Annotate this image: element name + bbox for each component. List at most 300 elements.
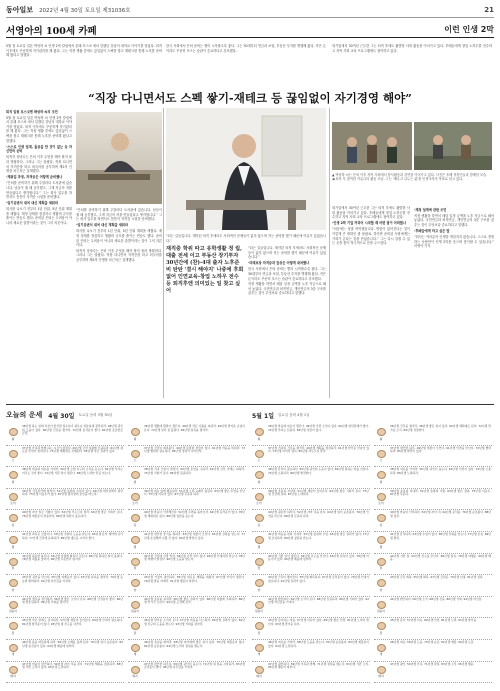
- mid-paragraph-2: 한국 사회에서 은퇴 준비는 빨리 시작할수록 좋다. 그는 30대부터 연금과 보험, 부동산 투자를 병행해 왔다. 작은 돈이라도 꾸준히 모으는 습관이 중요하다고 강조했다.: [248, 267, 326, 281]
- fortune-text: 46년생 욕심을 버려라. 58년생 자녀에게 좋은 일이 있다. 70년생 재물운이 있다. 82년생 순조롭다. 94년생 노력이 결실을 맺는다.: [144, 639, 245, 648]
- zodiac-animal-icon: [377, 450, 386, 458]
- zodiac-animal-icon: [377, 558, 386, 566]
- zodiac-name: 말: [11, 566, 15, 571]
- fortune-text: 37년생 편안한 하루. 49년생 재물이 모인다. 61년생 인연을 만난다. 73년생 협력하라. 85년생 발전이 있다.: [390, 445, 491, 454]
- zodiac-icon: [252, 510, 266, 531]
- zodiac-name: 양: [379, 587, 383, 592]
- fortune-row: [128, 467, 246, 489]
- zodiac-icon: [128, 597, 142, 618]
- fortune-row: [128, 640, 246, 662]
- fortune-row: [6, 640, 124, 662]
- zodiac-animal-icon: [131, 428, 140, 436]
- fortune-text: 41년생 마음을 편히 가져라. 53년생 뜻밖의 수입. 65년생 좋은 결과가 있다. 77년생 조심하라. 89년생 칭찬을 받는다.: [268, 531, 369, 540]
- fortune-row: [374, 597, 492, 619]
- zodiac-name: 뱀: [379, 544, 383, 549]
- zodiac-animal-icon: [9, 428, 18, 436]
- fortune-text: 36년생 마음에 여유가 생긴다. 48년생 기쁜 소식이 있다. 60년생 대인관계가 좋다. 72년생 투자는 신중히. 84년생 성장이 있다.: [268, 424, 369, 432]
- photo-credit-line: [166, 234, 326, 244]
- zodiac-animal-icon: [9, 622, 18, 630]
- zodiac-icon: [128, 575, 142, 596]
- right-question-1: -인생 2막 기업 커리어 시작할 때 어떤 점이 어려웠나: [332, 221, 406, 226]
- intro-text-block-3: [332, 44, 492, 82]
- column-divider: [329, 108, 330, 398]
- zodiac-animal-icon: [377, 493, 386, 501]
- right-article-column-2: [414, 206, 494, 398]
- newspaper-logo: 동아일보: [6, 5, 34, 14]
- fortune-text: 38년생 마음의 여유를 가져라. 50년생 오랜 친구의 소식을 듣는다. 62년생 투자는 미루는 것이 좋다. 74년생 기쁜 일이 생긴다. 86년생 노력한 만큼 얻는다.: [22, 467, 123, 475]
- page-number: 21: [484, 6, 494, 14]
- zodiac-animal-icon: [9, 579, 18, 587]
- activity-photo-1: [332, 122, 412, 170]
- zodiac-name: 개: [257, 652, 261, 657]
- zodiac-icon: [128, 424, 142, 445]
- fortune-row: [128, 597, 246, 619]
- fortune-text: 42년생 건강에 신경 써라. 54년생 기쁜 일이 있다. 66년생 인내하면 얻는다. 78년생 여행이 즐겁다. 90년생 도움을 받는다.: [144, 553, 245, 562]
- right-question-2: -재정 설계에 관한 조언: [414, 207, 447, 212]
- zodiac-icon: [374, 532, 388, 553]
- zodiac-icon: [252, 554, 266, 575]
- fortune-text: 40년생 자녀 일로 기쁨이 있다. 52년생 서두르지 말라. 64년생 좋은 기회가 온다. 76년생 재물운이 상승한다. 88년생 실천이 중요하다.: [22, 510, 123, 518]
- fortune-column-3: [252, 424, 370, 686]
- zodiac-name: 돼지: [132, 674, 138, 679]
- zodiac-name: 닭: [257, 630, 261, 635]
- zodiac-icon: [6, 489, 20, 510]
- fortune-row: [252, 640, 370, 662]
- zodiac-animal-icon: [255, 493, 264, 501]
- fortune-text: 47년생 평안. 59년생 가족. 71년생 결실. 83년생 소식. 95년생 행운.: [390, 661, 475, 666]
- fortune-title: 오늘의 운세: [6, 410, 43, 419]
- zodiac-animal-icon: [377, 644, 386, 652]
- person-at-desk-illustration: [76, 112, 162, 204]
- zodiac-name: 돼지: [378, 674, 384, 679]
- zodiac-name: 용: [133, 522, 137, 527]
- zodiac-animal-icon: [255, 471, 264, 479]
- zodiac-animal-icon: [9, 601, 18, 609]
- zodiac-name: 말: [379, 566, 383, 571]
- fortune-row: [128, 510, 246, 532]
- zodiac-icon: [374, 489, 388, 510]
- zodiac-icon: [128, 640, 142, 661]
- zodiac-name: 양: [257, 587, 261, 592]
- intro-paragraph-2: 한국 사회에서 은퇴 준비는 빨리 시작할수록 좋다. 그는 30대부터 연금과 보험, 부동산 투자를 병행해 왔다. 작은 돈이라도 꾸준히 모으는 습관이 중요하다고 강조했다.: [166, 44, 326, 53]
- zodiac-name: 소: [257, 458, 261, 463]
- fortune-column-4: [374, 424, 492, 686]
- fortune-text: 46년생 여유. 58년생 도움. 70년생 순조. 82년생 재물. 94년생 도전.: [390, 639, 475, 644]
- zodiac-animal-icon: [131, 666, 140, 674]
- zodiac-icon: [374, 424, 388, 445]
- fortune-row: [6, 662, 124, 684]
- zodiac-animal-icon: [131, 579, 140, 587]
- zodiac-icon: [374, 446, 388, 467]
- zodiac-animal-icon: [255, 601, 264, 609]
- zodiac-icon: [6, 597, 20, 618]
- fortune-row: [6, 489, 124, 511]
- masthead-rule: [6, 17, 494, 18]
- zodiac-name: 원숭이: [376, 609, 386, 614]
- zodiac-animal-icon: [255, 579, 264, 587]
- zodiac-name: 개: [379, 652, 383, 657]
- zodiac-icon: [128, 446, 142, 467]
- fortune-row: [128, 554, 246, 576]
- zodiac-name: 범: [11, 479, 15, 484]
- zodiac-icon: [128, 510, 142, 531]
- fortune-row: [128, 532, 246, 554]
- fortune-row: [6, 554, 124, 576]
- fortune-text: 40년생 마음이 넉넉해진다. 52년생 주변을 돌아보라. 64년생 문서운이 있다. 76년생 계획대로 된다. 88년생 칭찬을 듣는다.: [144, 510, 245, 518]
- fortune-text: 39년생 조용히 지내라. 51년생 뜻밖의 기쁨. 63년생 좋은 결과. 75년생 이동수. 87년생 꾸준히.: [390, 488, 491, 497]
- fortune-text: 44년생 조용히 지내라. 56년생 좋은 결과가 있다. 68년생 지출에 주의하라. 80년생 인기가 오른다. 92년생 도전해 보라.: [144, 596, 245, 605]
- zodiac-animal-icon: [9, 536, 18, 544]
- zodiac-animal-icon: [377, 666, 386, 674]
- fortune-row: [252, 662, 370, 684]
- fortune-row: [128, 662, 246, 684]
- zodiac-icon: [6, 532, 20, 553]
- zodiac-icon: [252, 640, 266, 661]
- intro-text-block: [6, 44, 162, 82]
- zodiac-name: 범: [133, 479, 137, 484]
- zodiac-animal-icon: [9, 514, 18, 522]
- zodiac-icon: [252, 597, 266, 618]
- zodiac-name: 용: [11, 522, 15, 527]
- fortune-text: 36년생 생활에 활력이 생긴다. 48년생 작은 다툼을 피하라. 60년생 반가운 손님이 온다. 72년생 일이 잘 풀린다. 84년생 실속을 챙겨라.: [144, 424, 245, 432]
- zodiac-animal-icon: [9, 493, 18, 501]
- intro-text-block-2: [166, 44, 326, 82]
- zodiac-name: 용: [257, 522, 261, 527]
- zodiac-icon: [252, 575, 266, 596]
- fortune-row: [6, 446, 124, 468]
- caption-1: ▲ 박성하 씨는 은퇴 이후 지역 사회에서 봉사활동과 강연을 이어가고 있다. 사진은 후배 직장인들과 함께한 모습.: [332, 173, 488, 177]
- fortune-text: 39년생 건강관리에 힘써라. 51년생 뜻밖의 수입이 있다. 63년생 대인관계가 원만하다. 75년생 이동수가 있다. 87년생 윗사람의 조언을 따르라.: [22, 488, 123, 497]
- right-paragraph-3: 직장 생활을 하면서 매달 일정 금액을 노후 자금으로 떼어 놓았다. 국민연금과 퇴직연금, 개인연금의 3층 구조를 갖추는 것이 무엇보다 중요하다고 말했다.: [414, 213, 494, 227]
- zodiac-name: 쥐: [11, 436, 15, 441]
- zodiac-icon: [6, 640, 20, 661]
- fortune-text: 42년생 기쁜 일. 54년생 친구를 만난다. 66년생 실속. 78년생 여행운. 90년생 배움.: [390, 553, 491, 562]
- zodiac-icon: [128, 467, 142, 488]
- fortune-row: [252, 489, 370, 511]
- zodiac-animal-icon: [255, 622, 264, 630]
- fortune-row: [6, 575, 124, 597]
- fortune-date-1: 4월 30일: [48, 412, 75, 420]
- fortune-date-1-sub: 토요일 음력 3월 30일: [78, 412, 113, 417]
- section-topic: 이런 인생 2막: [444, 25, 494, 34]
- zodiac-animal-icon: [9, 644, 18, 652]
- zodiac-animal-icon: [255, 450, 264, 458]
- zodiac-name: 소: [11, 458, 15, 463]
- zodiac-icon: [252, 662, 266, 683]
- fortune-text: 39년생 조용히 지내라. 51년생 재물이 들어온다. 63년생 좋은 기회가 온다. 75년생 건강에 유의. 87년생 노력하라.: [268, 488, 369, 497]
- fortune-text: 38년생 여유를 가져라. 50년생 귀인이 돕는다. 62년생 이익이 있다. 74년생 소통하라. 86년생 노력하라.: [390, 467, 491, 475]
- left-mid-paragraph-1: “은퇴를 준비하기 위해 주말마다 도서관에 갔습니다. 남들이 쉴 때 공부했고, 그게 지금의 저를 만들었다고 생각합니다.” 그는 회사 업무를 하면서도 틈틈이 자격증 시험을 준비했다.: [76, 208, 162, 222]
- fortune-text: 46년생 몸을 따뜻하게 하라. 58년생 오해를 풀게 된다. 70년생 일이 순조롭다. 82년생 승진운이 있다. 94년생 배움에 힘써라.: [22, 639, 123, 648]
- fortune-row: [6, 510, 124, 532]
- right-paragraph-2: “처음에는 정말 막막했습니다. 명함이 없어진다는 것이 이렇게 큰 변화인 줄 몰랐죠. 하지만 준비된 사람에게는 기회가 온다는 것을 믿었습니다.” 그는 다시 일할 수 있는 곳을 찾아 적극적으로 문을 두드렸다.: [332, 227, 410, 246]
- fortune-row: [374, 489, 492, 511]
- community-activity-illustration: [414, 122, 492, 170]
- zodiac-animal-icon: [9, 558, 18, 566]
- fortune-text: 37년생 가족의 건강을 챙겨라. 49년생 계획을 점검하라. 61년생 반가운 만남이 있다. 73년생 이익이 있다. 85년생 서두르지 말라.: [268, 445, 369, 454]
- fortune-text: 45년생 반가운 소식이 온다. 57년생 마음을 다스려라. 69년생 성과가 있다. 81년생 친구의 도움을 받는다. 93년생 기회를 잡아라.: [144, 618, 245, 626]
- fortune-row: [374, 424, 492, 446]
- right-paragraph-4: “회사는 여러분의 인생을 책임지지 않습니다. 스스로 경영하는 사람만이 인생 2막을 웃으며 맞이할 수 있습니다.” 서영아 기자: [414, 234, 494, 249]
- zodiac-icon: [374, 510, 388, 531]
- fortune-row: [252, 424, 370, 446]
- zodiac-icon: [6, 510, 20, 531]
- zodiac-icon: [252, 618, 266, 639]
- zodiac-name: 닭: [11, 630, 15, 635]
- fortune-text: 44년생 편안하다. 56년생 소식이 온다. 68년생 신중하라. 80년생 기회가 있다. 92년생 자신감을 가져라.: [268, 596, 369, 605]
- mid-paragraph-short: “되는 길들입니다. 계약된 퇴직 후에라도 사회적인 문제들이 없지 않으며 저는 준비를 했기 때문에 여유가 있었습니다.”: [166, 234, 326, 243]
- mid-paragraph-3: 직장 생활을 하면서 매달 일정 금액을 노후 자금으로 떼어 놓았다. 국민연금과 퇴직연금, 개인연금의 3층 구조를 갖추는 것이 무엇보다 중요하다고 말했다.: [248, 282, 326, 296]
- left-question-1: -스스로 인생 설계, 돌공을 만 것이 없는 등 자신만의 준비: [6, 144, 72, 154]
- zodiac-animal-icon: [131, 536, 140, 544]
- zodiac-name: 뱀: [133, 544, 137, 549]
- zodiac-icon: [252, 467, 266, 488]
- fortune-row: [374, 467, 492, 489]
- zodiac-name: 닭: [379, 630, 383, 635]
- zodiac-animal-icon: [255, 428, 264, 436]
- dateline: 2022년 4월 30일 토요일 제31036호: [39, 8, 131, 14]
- zodiac-name: 토끼: [378, 501, 384, 506]
- zodiac-name: 범: [257, 479, 261, 484]
- fortune-row: [252, 446, 370, 468]
- right-question-3: -후배들에게 하고 싶은 말: [414, 228, 450, 233]
- zodiac-name: 범: [379, 479, 383, 484]
- fortune-text: 43년생 가정이 평안하다. 55년생 새로운 계획을 세워라. 67년생 이익이 생긴다. 79년생 말을 아껴라. 91년생 행운이 따른다.: [144, 575, 245, 583]
- fortune-row: [252, 575, 370, 597]
- fortune-text: 41년생 편안한 휴식을 취하라. 53년생 재물이 모인다. 65년생 신뢰를 얻는다. 77년생 조심해서 나쁠 것 없다. 89년생 발전이 있다.: [144, 531, 245, 540]
- zodiac-icon: [128, 662, 142, 683]
- masthead: [6, 4, 494, 16]
- zodiac-animal-icon: [9, 450, 18, 458]
- fortune-text: 40년생 평온한 하루다. 52년생 자녀 덕을 본다. 64년생 일이 순조롭다. 76년생 인연을 만난다. 88년생 꾸준히 하라.: [268, 510, 369, 518]
- left-paragraph-2: 퇴직자 상당수는 은퇴 이후 무엇을 해야 할지 몰라 방황한다. 그러나 그는 달랐다. 직장 다니면서 자격증을 따고 외국어를 공부하며 제2의 인생을 차근차근 설계했다.: [6, 155, 72, 174]
- zodiac-animal-icon: [255, 514, 264, 522]
- fortune-text: 38년생 휴식이 필요하다. 50년생 귀인의 도움이 있다. 62년생 원하는 바를 이룬다. 74년생 소통하라. 86년생 발전한다.: [268, 467, 369, 475]
- zodiac-icon: [6, 554, 20, 575]
- mid-question-1: -미래보장 자격증과 일상은 어떻게 대처했나: [248, 261, 310, 266]
- zodiac-animal-icon: [9, 666, 18, 674]
- fortune-row: [252, 467, 370, 489]
- zodiac-animal-icon: [131, 558, 140, 566]
- zodiac-animal-icon: [377, 579, 386, 587]
- intro-paragraph-3: 대기업에서 30여년 근무한 그는 퇴직 후에도 활발한 사회 활동을 이어가고 있다. 후배들에게 창업 노하우를 전수하고 지역 사회 교육 프로그램에도 참여하고 있다.: [332, 44, 492, 53]
- fortune-text: 47년생 평안하다. 59년생 가족과 함께. 71년생 결실을 맺는다. 83년생 기쁜 소식. 95년생 행운이 따른다.: [268, 661, 369, 670]
- zodiac-icon: [374, 618, 388, 639]
- zodiac-icon: [128, 532, 142, 553]
- left-paragraph-3: “은퇴를 준비하기 위해 주말마다 도서관에 갔습니다. 남들이 쉴 때 공부했고, 그게 지금의 저를 만들었다고 생각합니다.” 그는 회사 업무를 하면서도 틈틈이 자격증 시험을 준비했다.: [6, 181, 72, 200]
- fortune-text: 43년생 건강 회복. 55년생 화목. 67년생 금전운. 79년생 인내. 91년생 성과.: [390, 575, 484, 580]
- zodiac-animal-icon: [255, 666, 264, 674]
- zodiac-icon: [252, 532, 266, 553]
- main-portrait-photo: [166, 108, 326, 230]
- fortune-row: [374, 446, 492, 468]
- fortune-date-2: 5월 1일: [252, 412, 275, 420]
- fortune-text: 45년생 작은 일에도 감사하라. 57년생 재물이 들어온다. 69년생 인내가 필요하다. 81년생 합격운이 있다. 93년생 새 친구를 사귄다.: [22, 618, 123, 626]
- mid-article-column: [248, 246, 326, 398]
- fortune-row: [252, 554, 370, 576]
- zodiac-animal-icon: [255, 644, 264, 652]
- fortune-row: [6, 532, 124, 554]
- zodiac-icon: [252, 446, 266, 467]
- left-paragraph-1: 5월 첫 토요일 일본 박성하 씨 인생 2막 칼럼에서 본래 포스코 에서 일했던 강남의 대학교 이야기를 담았다. 퇴직 이후에도 꾸준하게 자기관리를 해 왔다. 그는 직장 생활 중에도 끊임없이 스펙을 쌓고 재테크를 통해 노후를 준비해 왔다고 말했다.: [6, 115, 72, 143]
- zodiac-animal-icon: [131, 471, 140, 479]
- zodiac-icon: [128, 554, 142, 575]
- fortune-row: [252, 597, 370, 619]
- zodiac-icon: [6, 575, 20, 596]
- fortune-text: 41년생 휴식하라. 53년생 수입이 있다. 65년생 신뢰를 얻는다. 77년생 조심. 89년생 발전.: [390, 531, 491, 540]
- left-article-column: [6, 108, 72, 398]
- fortune-text: 45년생 감사. 57년생 이득. 69년생 인연. 81년생 노력. 93년생 즐거움.: [390, 618, 477, 623]
- left-paragraph-4: 회사를 나오기 전부터 1년 단위, 5년 단위 계획을 세웠다. 재정 상태를 점검하고 생활비 규모를 줄이는 연습도 했다. 준비된 은퇴는 두려움이 아니라 새로운 출발이라는 것이 그의 지론이다.: [6, 207, 72, 226]
- fortune-text: 43년생 귀인을 만난다. 55년생 여행운이 있다. 67년생 실속을 챙겨라. 79년생 동료와 협력하라. 91년생 자신감을 가져라.: [22, 575, 123, 583]
- fortune-row: [128, 618, 246, 640]
- fortune-column-1: [6, 424, 124, 686]
- fortune-text: 36년생 하는 일에 욕심이 앞서면 실수하기 쉬우니 차분하게 정리하라. 48년생 귀인의 도움이 있다. 60년생 건강을 챙겨라. 72년생 문서운이 좋다. 84년생 조급함은 금물.: [22, 424, 123, 436]
- zodiac-name: 토끼: [132, 501, 138, 506]
- fortune-row: [374, 510, 492, 532]
- right-article-column-1: [332, 206, 410, 398]
- man-in-suit-portrait: [166, 108, 326, 230]
- fortune-row: [374, 662, 492, 684]
- photo-caption-right: [332, 173, 492, 203]
- zodiac-name: 돼지: [256, 674, 262, 679]
- zodiac-icon: [252, 424, 266, 445]
- zodiac-name: 토끼: [256, 501, 262, 506]
- fortune-row: [374, 618, 492, 640]
- fortune-row: [6, 597, 124, 619]
- caption-2: ◀ 퇴직 후 참여한 커뮤니티 활동 모습. 그는 '배우고 나누는 삶'을 인생 2막의 목표로 삼고 있다.: [332, 177, 464, 182]
- zodiac-animal-icon: [131, 601, 140, 609]
- zodiac-name: 양: [133, 587, 137, 592]
- zodiac-name: 닭: [133, 630, 137, 635]
- zodiac-name: 개: [133, 652, 137, 657]
- column-divider: [163, 108, 164, 398]
- zodiac-name: 원숭이: [130, 609, 140, 614]
- zodiac-icon: [6, 662, 20, 683]
- zodiac-icon: [6, 467, 20, 488]
- fortune-row: [128, 424, 246, 446]
- interview-photo-small: [76, 112, 162, 204]
- fortune-row: [252, 532, 370, 554]
- zodiac-animal-icon: [131, 493, 140, 501]
- fortune-row: [252, 618, 370, 640]
- zodiac-name: 원숭이: [8, 609, 18, 614]
- zodiac-icon: [374, 554, 388, 575]
- zodiac-icon: [374, 575, 388, 596]
- zodiac-icon: [374, 662, 388, 683]
- fortune-row: [128, 489, 246, 511]
- left-mid-article-column: [76, 208, 162, 398]
- fortune-header-left: [6, 408, 112, 422]
- zodiac-animal-icon: [255, 558, 264, 566]
- fortune-row: [128, 446, 246, 468]
- fortune-row: [6, 618, 124, 640]
- fortune-text: 46년생 여유를 가져라. 58년생 도움을 받는다. 70년생 순조롭다. 82년생 재물운이 있다. 94년생 도전하라.: [268, 639, 369, 648]
- zodiac-icon: [128, 618, 142, 639]
- right-paragraph-1: 대기업에서 30여년 근무한 그는 퇴직 후에도 활발한 사회 활동을 이어가고 있다. 후배들에게 창업 노하우를 전수하고 지역 사회 교육 프로그램에도 참여하고 있다.: [332, 206, 410, 220]
- section-header: [6, 22, 494, 38]
- zodiac-icon: [6, 618, 20, 639]
- fortune-text: 43년생 건강이 좋아진다. 55년생 화목하다. 67년생 금전운이 있다. 79년생 인내가 필요하다. 91년생 성과가 있다.: [268, 575, 369, 583]
- fortune-row: [374, 575, 492, 597]
- zodiac-name: 뱀: [257, 544, 261, 549]
- zodiac-animal-icon: [9, 471, 18, 479]
- zodiac-animal-icon: [377, 428, 386, 436]
- fortune-text: 39년생 여유 있게 행동하라. 51년생 오랜 숙제가 풀린다. 63년생 좋은 인연을 만난다. 75년생 이득이 있다. 87년생 꾸준히 하라.: [144, 488, 245, 497]
- left-mid-paragraph-3: 퇴직자 상당수는 은퇴 이후 무엇을 해야 할지 몰라 방황한다. 그러나 그는 달랐다. 직장 다니면서 자격증을 따고 외국어를 공부하며 제2의 인생을 차근차근 설계했다.: [76, 248, 162, 262]
- zodiac-animal-icon: [131, 622, 140, 630]
- zodiac-name: 개: [11, 652, 15, 657]
- fortune-text: 44년생 생각을 정리하라. 56년생 좋은 소식이 온다. 68년생 금전운이 좋다. 80년생 말조심하라. 92년생 기회를 잡아라.: [22, 596, 123, 605]
- zodiac-animal-icon: [377, 514, 386, 522]
- zodiac-animal-icon: [377, 622, 386, 630]
- zodiac-animal-icon: [377, 536, 386, 544]
- zodiac-name: 말: [257, 566, 261, 571]
- left-question-3: -임기응변식 대처 대신 계획을 세워라: [6, 201, 58, 206]
- activity-photo-2: [414, 122, 492, 170]
- pull-quote: 재직중 학위 따고 유학생활 정 립, 대출 전세 이고 부동산 장기투자 30년간에 (찬)-4대 출자 노후준비 탄탄 '결시 해야지' 나중에 후회없어 인연교육-창업 노하우 전수 등 퇴직후엔 의미있는 일 찾고 싶어: [166, 246, 244, 294]
- zodiac-name: 토끼: [10, 501, 16, 506]
- fortune-text: 42년생 기쁜 일이 생긴다. 54년생 친구를 만난다. 66년생 실속이 있다. 78년생 이동수가 있다. 90년생 배움에 힘써라.: [268, 553, 369, 562]
- fortune-text: 42년생 평온한 하루다. 54년생 가정에 화목이 깃든다. 66년생 원하던 일이 풀린다. 78년생 지출을 줄여라. 90년생 꾸준함이 답이다.: [22, 553, 123, 562]
- zodiac-name: 말: [133, 566, 137, 571]
- zodiac-icon: [6, 424, 20, 445]
- left-question-2: -재취업 과정, 자격증은 어떻게 준비했나: [6, 175, 63, 180]
- zodiac-animal-icon: [377, 601, 386, 609]
- fortune-date-2-sub: 일요일 음력 4월 1일: [278, 412, 310, 417]
- subhead: 퇴직 임원 포스코엔 박성하 씨의 조언: [6, 109, 58, 114]
- zodiac-name: 용: [379, 522, 383, 527]
- left-mid-paragraph-2: 회사를 나오기 전부터 1년 단위, 5년 단위 계획을 세웠다. 재정 상태를 점검하고 생활비 규모를 줄이는 연습도 했다. 준비된 은퇴는 두려움이 아니라 새로운 출발이라는 것이 그의 지론이다.: [76, 229, 162, 248]
- intro-paragraph: 5월 첫 토요일 일본 박성하 씨 인생 2막 칼럼에서 본래 포스코 에서 일했던 강남의 대학교 이야기를 담았다. 퇴직 이후에도 꾸준하게 자기관리를 해 왔다. 그는 직장 생활 중에도 끊임없이 스펙을 쌓고 재테크를 통해 노후를 준비해 왔다고 말했다.: [6, 44, 162, 58]
- zodiac-animal-icon: [131, 450, 140, 458]
- fortune-text: 40년생 마음이 넉넉하다. 52년생 자녀 덕. 64년생 문서운. 76년생 순조롭다. 88년생 칭찬.: [390, 510, 491, 518]
- zodiac-animal-icon: [131, 514, 140, 522]
- zodiac-animal-icon: [377, 471, 386, 479]
- zodiac-name: 소: [133, 458, 137, 463]
- zodiac-name: 소: [379, 458, 383, 463]
- zodiac-name: 원숭이: [254, 609, 264, 614]
- fortune-text: 44년생 편안하다. 56년생 소식. 68년생 신중. 80년생 기회. 92년생 자신감.: [390, 596, 483, 601]
- fortune-row: [374, 532, 492, 554]
- zodiac-name: 쥐: [133, 436, 137, 441]
- fortune-text: 36년생 건강을 챙겨라. 48년생 좋은 일이 있다. 60년생 계획대로 된다. 72년생 반가운 소식. 84년생 성장한다.: [390, 424, 491, 432]
- zodiac-name: 쥐: [379, 436, 383, 441]
- group-outdoor-illustration: [332, 122, 412, 170]
- fortune-row: [374, 554, 492, 576]
- zodiac-icon: [374, 467, 388, 488]
- fortune-row: [374, 640, 492, 662]
- mid-paragraph-1: “되는 길들입니다. 계약된 퇴직 후에라도 사회적인 문제들이 없지 않으며 저는 준비를 했기 때문에 여유가 있었습니다.”: [248, 246, 326, 260]
- zodiac-name: 뱀: [11, 544, 15, 549]
- zodiac-icon: [6, 446, 20, 467]
- zodiac-animal-icon: [131, 644, 140, 652]
- section-divider: [6, 404, 494, 405]
- zodiac-icon: [128, 489, 142, 510]
- headline: “직장 다니면서도 스펙 쌓기-재테크 등 끊임없이 자기경영 해야”: [88, 91, 412, 105]
- fortune-text: 37년생 가족과 함께 하는 시간이 즐겁다. 49년생 금전 지출에 신중하라. 61년생 새로운 인연이 찾아온다. 73년생 계획대로 진행된다. 85년생 작은 성과가 있다.: [22, 445, 123, 454]
- zodiac-icon: [374, 597, 388, 618]
- fortune-row: [252, 510, 370, 532]
- fortune-text: 47년생 마음이 편안하다. 59년생 자녀 덕을 본다. 71년생 계획을 점검하라. 83년생 기쁜 소식이 있다. 95년생 도전하라.: [22, 661, 123, 670]
- zodiac-icon: [374, 640, 388, 661]
- column-title: 서영아의 100세 카페: [6, 25, 97, 37]
- zodiac-name: 돼지: [10, 674, 16, 679]
- fortune-text: 41년생 과욕은 금물이다. 53년생 주변의 도움을 받는다. 65년생 문서 계약에 유리하다. 77년생 건강에 유의하라. 89년생 새로운 시작이 좋다.: [22, 531, 123, 540]
- zodiac-name: 양: [11, 587, 15, 592]
- left-mid-question: -임기응변식 대처 대신 계획을 세워라: [76, 223, 128, 228]
- fortune-text: 38년생 가족 모임이 즐겁다. 50년생 조언을 구하라. 62년생 금전 거래는 피하라. 74년생 기회가 온다. 86년생 집중하라.: [144, 467, 245, 475]
